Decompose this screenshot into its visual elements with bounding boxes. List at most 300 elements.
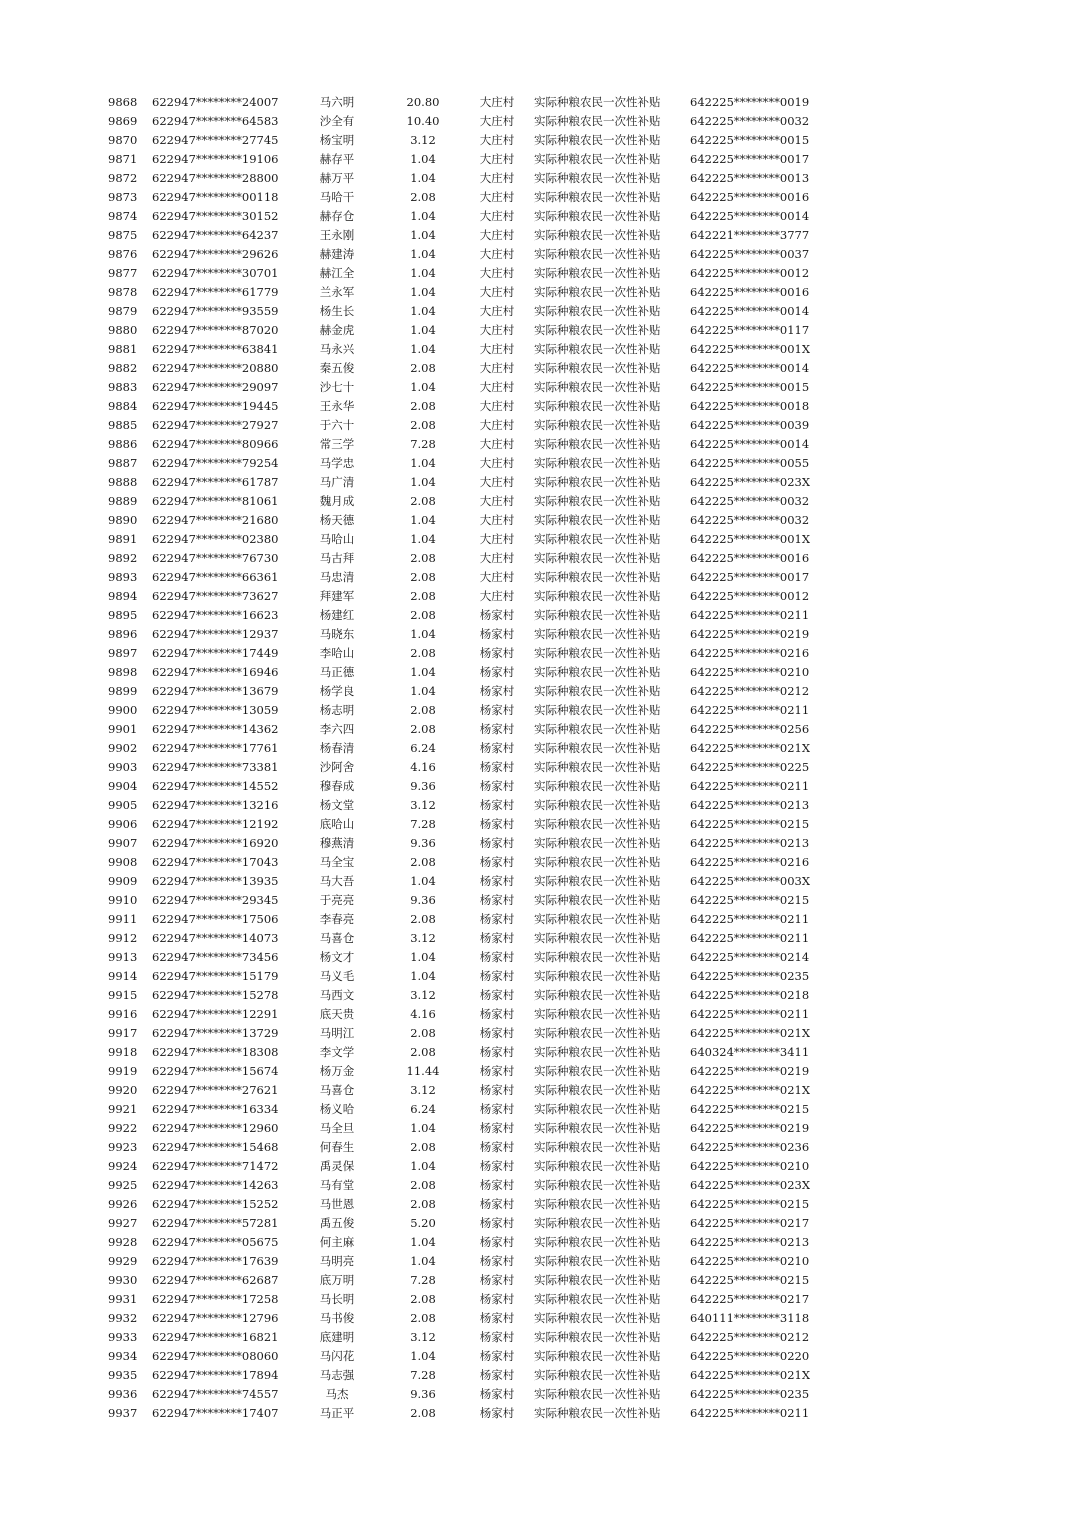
village: 大庄村	[479, 266, 515, 280]
bank-account: 622947********14263	[152, 1178, 279, 1192]
id-number: 642225********0235	[690, 1387, 810, 1401]
recipient-name: 李文学	[319, 1045, 355, 1059]
recipient-name: 禹五俊	[319, 1216, 355, 1230]
id-number: 642225********001X	[690, 532, 811, 546]
subsidy-type: 实际种粮农民一次性补贴	[534, 1311, 661, 1325]
recipient-name: 赫存仓	[319, 209, 355, 223]
id-number: 642225********0211	[690, 912, 810, 926]
id-number: 642225********0019	[690, 95, 810, 109]
subsidy-type: 实际种粮农民一次性补贴	[534, 855, 661, 869]
id-number: 642225********0210	[690, 665, 810, 679]
subsidy-type: 实际种粮农民一次性补贴	[534, 342, 661, 356]
subsidy-type: 实际种粮农民一次性补贴	[534, 1387, 661, 1401]
id-number: 642225********0013	[690, 171, 810, 185]
id-number: 640111********3118	[690, 1311, 810, 1325]
subsidy-type: 实际种粮农民一次性补贴	[534, 1235, 661, 1249]
table-row	[0, 549, 1074, 568]
serial-number: 9917	[108, 1026, 138, 1040]
id-number: 642225********0016	[690, 190, 810, 204]
bank-account: 622947********14362	[152, 722, 279, 736]
subsidy-amount: 1.04	[410, 456, 436, 470]
bank-account: 622947********16623	[152, 608, 279, 622]
bank-account: 622947********16946	[152, 665, 279, 679]
recipient-name: 马广清	[319, 475, 355, 489]
table-row	[0, 131, 1074, 150]
table-row	[0, 1081, 1074, 1100]
village: 杨家村	[479, 1007, 515, 1021]
subsidy-type: 实际种粮农民一次性补贴	[534, 323, 661, 337]
subsidy-type: 实际种粮农民一次性补贴	[534, 589, 661, 603]
subsidy-amount: 2.08	[410, 494, 436, 508]
id-number: 642225********021X	[690, 741, 811, 755]
village: 杨家村	[479, 1387, 515, 1401]
bank-account: 622947********29345	[152, 893, 279, 907]
id-number: 642225********023X	[690, 475, 811, 489]
village: 杨家村	[479, 1216, 515, 1230]
id-number: 642225********0012	[690, 589, 810, 603]
id-number: 642225********0016	[690, 551, 810, 565]
subsidy-amount: 20.80	[406, 95, 440, 109]
serial-number: 9916	[108, 1007, 138, 1021]
village: 大庄村	[479, 247, 515, 261]
bank-account: 622947********08060	[152, 1349, 279, 1363]
table-row	[0, 853, 1074, 872]
recipient-name: 李哈山	[319, 646, 355, 660]
bank-account: 622947********27745	[152, 133, 279, 147]
subsidy-type: 实际种粮农民一次性补贴	[534, 1140, 661, 1154]
bank-account: 622947********17043	[152, 855, 279, 869]
table-row	[0, 1138, 1074, 1157]
bank-account: 622947********14552	[152, 779, 279, 793]
id-number: 642225********0212	[690, 684, 810, 698]
serial-number: 9891	[108, 532, 138, 546]
recipient-name: 赫万平	[319, 171, 355, 185]
serial-number: 9910	[108, 893, 138, 907]
id-number: 642225********0225	[690, 760, 810, 774]
recipient-name: 马有堂	[319, 1178, 355, 1192]
table-row	[0, 1100, 1074, 1119]
recipient-name: 杨志明	[319, 703, 355, 717]
subsidy-type: 实际种粮农民一次性补贴	[534, 1292, 661, 1306]
table-row	[0, 207, 1074, 226]
bank-account: 622947********29097	[152, 380, 279, 394]
village: 杨家村	[479, 912, 515, 926]
table-row	[0, 739, 1074, 758]
recipient-name: 杨万金	[319, 1064, 355, 1078]
bank-account: 622947********79254	[152, 456, 279, 470]
bank-account: 622947********73627	[152, 589, 279, 603]
table-row	[0, 1252, 1074, 1271]
subsidy-type: 实际种粮农民一次性补贴	[534, 1083, 661, 1097]
village: 大庄村	[479, 342, 515, 356]
serial-number: 9906	[108, 817, 138, 831]
subsidy-table	[0, 93, 1074, 1423]
village: 杨家村	[479, 1064, 515, 1078]
subsidy-type: 实际种粮农民一次性补贴	[534, 988, 661, 1002]
id-number: 642225********0117	[690, 323, 810, 337]
subsidy-type: 实际种粮农民一次性补贴	[534, 1178, 661, 1192]
id-number: 642225********0215	[690, 1273, 810, 1287]
subsidy-amount: 1.04	[410, 342, 436, 356]
subsidy-amount: 9.36	[410, 893, 436, 907]
bank-account: 622947********15468	[152, 1140, 279, 1154]
recipient-name: 杨生长	[319, 304, 355, 318]
village: 大庄村	[479, 475, 515, 489]
subsidy-type: 实际种粮农民一次性补贴	[534, 190, 661, 204]
bank-account: 622947********30152	[152, 209, 279, 223]
serial-number: 9905	[108, 798, 138, 812]
table-row	[0, 302, 1074, 321]
id-number: 642225********0032	[690, 494, 810, 508]
bank-account: 622947********12192	[152, 817, 279, 831]
id-number: 642225********0213	[690, 1235, 810, 1249]
id-number: 642225********0211	[690, 931, 810, 945]
bank-account: 622947********17761	[152, 741, 279, 755]
recipient-name: 马长明	[319, 1292, 355, 1306]
recipient-name: 底建明	[319, 1330, 355, 1344]
recipient-name: 穆春成	[319, 779, 355, 793]
village: 大庄村	[479, 513, 515, 527]
subsidy-amount: 1.04	[410, 209, 436, 223]
serial-number: 9887	[108, 456, 138, 470]
subsidy-amount: 7.28	[410, 1273, 436, 1287]
recipient-name: 马明江	[319, 1026, 355, 1040]
id-number: 642225********0213	[690, 836, 810, 850]
bank-account: 622947********30701	[152, 266, 279, 280]
subsidy-type: 实际种粮农民一次性补贴	[534, 513, 661, 527]
serial-number: 9926	[108, 1197, 138, 1211]
subsidy-amount: 1.04	[410, 1254, 436, 1268]
serial-number: 9915	[108, 988, 138, 1002]
table-row	[0, 1195, 1074, 1214]
subsidy-amount: 3.12	[410, 931, 436, 945]
id-number: 642225********0220	[690, 1349, 810, 1363]
table-row	[0, 682, 1074, 701]
recipient-name: 底万明	[319, 1273, 355, 1287]
subsidy-type: 实际种粮农民一次性补贴	[534, 1254, 661, 1268]
bank-account: 622947********73456	[152, 950, 279, 964]
village: 杨家村	[479, 1140, 515, 1154]
id-number: 642225********0236	[690, 1140, 810, 1154]
recipient-name: 沙七十	[319, 380, 355, 394]
village: 大庄村	[479, 380, 515, 394]
subsidy-amount: 1.04	[410, 247, 436, 261]
id-number: 642225********0016	[690, 285, 810, 299]
recipient-name: 穆燕清	[319, 836, 355, 850]
subsidy-type: 实际种粮农民一次性补贴	[534, 1045, 661, 1059]
subsidy-amount: 2.08	[410, 703, 436, 717]
serial-number: 9907	[108, 836, 138, 850]
subsidy-type: 实际种粮农民一次性补贴	[534, 418, 661, 432]
subsidy-amount: 1.04	[410, 304, 436, 318]
bank-account: 622947********17258	[152, 1292, 279, 1306]
bank-account: 622947********66361	[152, 570, 279, 584]
table-row	[0, 473, 1074, 492]
serial-number: 9911	[108, 912, 138, 926]
id-number: 642225********0014	[690, 437, 810, 451]
recipient-name: 李六四	[319, 722, 355, 736]
recipient-name: 杨宝明	[319, 133, 355, 147]
subsidy-amount: 1.04	[410, 323, 436, 337]
table-row	[0, 568, 1074, 587]
table-row	[0, 1024, 1074, 1043]
subsidy-amount: 2.08	[410, 722, 436, 736]
subsidy-type: 实际种粮农民一次性补贴	[534, 551, 661, 565]
subsidy-type: 实际种粮农民一次性补贴	[534, 475, 661, 489]
table-row	[0, 796, 1074, 815]
recipient-name: 杨学良	[319, 684, 355, 698]
village: 大庄村	[479, 456, 515, 470]
recipient-name: 马哈山	[319, 532, 355, 546]
subsidy-amount: 2.08	[410, 399, 436, 413]
table-row	[0, 1043, 1074, 1062]
subsidy-amount: 7.28	[410, 437, 436, 451]
bank-account: 622947********80966	[152, 437, 279, 451]
table-row	[0, 378, 1074, 397]
serial-number: 9871	[108, 152, 138, 166]
village: 杨家村	[479, 665, 515, 679]
bank-account: 622947********05675	[152, 1235, 279, 1249]
subsidy-type: 实际种粮农民一次性补贴	[534, 646, 661, 660]
subsidy-amount: 1.04	[410, 665, 436, 679]
bank-account: 622947********13216	[152, 798, 279, 812]
subsidy-type: 实际种粮农民一次性补贴	[534, 171, 661, 185]
recipient-name: 何主麻	[319, 1235, 355, 1249]
table-row	[0, 758, 1074, 777]
subsidy-amount: 1.04	[410, 627, 436, 641]
bank-account: 622947********62687	[152, 1273, 279, 1287]
table-row	[0, 644, 1074, 663]
subsidy-amount: 1.04	[410, 152, 436, 166]
village: 杨家村	[479, 1273, 515, 1287]
subsidy-amount: 1.04	[410, 513, 436, 527]
subsidy-amount: 1.04	[410, 266, 436, 280]
subsidy-type: 实际种粮农民一次性补贴	[534, 1159, 661, 1173]
subsidy-type: 实际种粮农民一次性补贴	[534, 494, 661, 508]
serial-number: 9868	[108, 95, 138, 109]
recipient-name: 魏月成	[319, 494, 355, 508]
village: 大庄村	[479, 114, 515, 128]
serial-number: 9884	[108, 399, 138, 413]
village: 杨家村	[479, 1235, 515, 1249]
village: 杨家村	[479, 798, 515, 812]
table-row	[0, 1119, 1074, 1138]
subsidy-amount: 1.04	[410, 950, 436, 964]
table-row	[0, 530, 1074, 549]
village: 大庄村	[479, 589, 515, 603]
id-number: 642225********0211	[690, 1406, 810, 1420]
serial-number: 9903	[108, 760, 138, 774]
serial-number: 9931	[108, 1292, 138, 1306]
recipient-name: 马正德	[319, 665, 355, 679]
subsidy-type: 实际种粮农民一次性补贴	[534, 114, 661, 128]
serial-number: 9890	[108, 513, 138, 527]
bank-account: 622947********18308	[152, 1045, 279, 1059]
recipient-name: 王永华	[319, 399, 355, 413]
village: 大庄村	[479, 152, 515, 166]
table-row	[0, 606, 1074, 625]
bank-account: 622947********27927	[152, 418, 279, 432]
bank-account: 622947********57281	[152, 1216, 279, 1230]
table-row	[0, 891, 1074, 910]
subsidy-type: 实际种粮农民一次性补贴	[534, 247, 661, 261]
serial-number: 9881	[108, 342, 138, 356]
serial-number: 9897	[108, 646, 138, 660]
bank-account: 622947********61787	[152, 475, 279, 489]
village: 杨家村	[479, 646, 515, 660]
subsidy-amount: 1.04	[410, 475, 436, 489]
subsidy-type: 实际种粮农民一次性补贴	[534, 1197, 661, 1211]
id-number: 642225********0032	[690, 114, 810, 128]
id-number: 642225********0014	[690, 361, 810, 375]
id-number: 642225********0216	[690, 855, 810, 869]
subsidy-type: 实际种粮农民一次性补贴	[534, 437, 661, 451]
recipient-name: 常三学	[319, 437, 355, 451]
subsidy-type: 实际种粮农民一次性补贴	[534, 703, 661, 717]
village: 杨家村	[479, 684, 515, 698]
subsidy-amount: 9.36	[410, 779, 436, 793]
recipient-name: 禹灵保	[319, 1159, 355, 1173]
subsidy-type: 实际种粮农民一次性补贴	[534, 152, 661, 166]
village: 杨家村	[479, 703, 515, 717]
bank-account: 622947********14073	[152, 931, 279, 945]
bank-account: 622947********17506	[152, 912, 279, 926]
village: 杨家村	[479, 950, 515, 964]
subsidy-type: 实际种粮农民一次性补贴	[534, 798, 661, 812]
serial-number: 9923	[108, 1140, 138, 1154]
subsidy-amount: 2.08	[410, 1292, 436, 1306]
village: 杨家村	[479, 1197, 515, 1211]
subsidy-type: 实际种粮农民一次性补贴	[534, 893, 661, 907]
subsidy-amount: 1.04	[410, 228, 436, 242]
serial-number: 9937	[108, 1406, 138, 1420]
id-number: 642225********0256	[690, 722, 810, 736]
serial-number: 9895	[108, 608, 138, 622]
village: 杨家村	[479, 1406, 515, 1420]
bank-account: 622947********12796	[152, 1311, 279, 1325]
table-row	[0, 587, 1074, 606]
village: 杨家村	[479, 1349, 515, 1363]
recipient-name: 杨建红	[319, 608, 355, 622]
id-number: 642225********0014	[690, 209, 810, 223]
serial-number: 9930	[108, 1273, 138, 1287]
subsidy-amount: 2.08	[410, 608, 436, 622]
bank-account: 622947********19106	[152, 152, 279, 166]
village: 大庄村	[479, 209, 515, 223]
subsidy-type: 实际种粮农民一次性补贴	[534, 133, 661, 147]
serial-number: 9876	[108, 247, 138, 261]
bank-account: 622947********15179	[152, 969, 279, 983]
table-row	[0, 93, 1074, 112]
bank-account: 622947********16920	[152, 836, 279, 850]
village: 杨家村	[479, 1102, 515, 1116]
serial-number: 9894	[108, 589, 138, 603]
id-number: 642225********0210	[690, 1159, 810, 1173]
id-number: 642225********0017	[690, 152, 810, 166]
recipient-name: 赫江全	[319, 266, 355, 280]
subsidy-amount: 2.08	[410, 1140, 436, 1154]
bank-account: 622947********17639	[152, 1254, 279, 1268]
id-number: 642225********0037	[690, 247, 810, 261]
id-number: 642225********0215	[690, 1102, 810, 1116]
serial-number: 9877	[108, 266, 138, 280]
subsidy-amount: 2.08	[410, 646, 436, 660]
bank-account: 622947********12960	[152, 1121, 279, 1135]
subsidy-type: 实际种粮农民一次性补贴	[534, 627, 661, 641]
serial-number: 9873	[108, 190, 138, 204]
subsidy-amount: 1.04	[410, 532, 436, 546]
id-number: 642225********021X	[690, 1083, 811, 1097]
bank-account: 622947********87020	[152, 323, 279, 337]
serial-number: 9900	[108, 703, 138, 717]
serial-number: 9885	[108, 418, 138, 432]
village: 大庄村	[479, 228, 515, 242]
subsidy-type: 实际种粮农民一次性补贴	[534, 836, 661, 850]
id-number: 642225********0212	[690, 1330, 810, 1344]
subsidy-type: 实际种粮农民一次性补贴	[534, 361, 661, 375]
table-row	[0, 435, 1074, 454]
bank-account: 622947********17407	[152, 1406, 279, 1420]
village: 大庄村	[479, 171, 515, 185]
subsidy-type: 实际种粮农民一次性补贴	[534, 1368, 661, 1382]
village: 杨家村	[479, 969, 515, 983]
village: 杨家村	[479, 627, 515, 641]
table-row	[0, 1328, 1074, 1347]
id-number: 642225********023X	[690, 1178, 811, 1192]
serial-number: 9920	[108, 1083, 138, 1097]
table-row	[0, 454, 1074, 473]
id-number: 642225********0014	[690, 304, 810, 318]
subsidy-amount: 3.12	[410, 133, 436, 147]
table-row	[0, 1157, 1074, 1176]
subsidy-type: 实际种粮农民一次性补贴	[534, 456, 661, 470]
subsidy-type: 实际种粮农民一次性补贴	[534, 741, 661, 755]
subsidy-type: 实际种粮农民一次性补贴	[534, 532, 661, 546]
village: 杨家村	[479, 1292, 515, 1306]
subsidy-amount: 1.04	[410, 874, 436, 888]
bank-account: 622947********13679	[152, 684, 279, 698]
serial-number: 9874	[108, 209, 138, 223]
subsidy-amount: 7.28	[410, 817, 436, 831]
subsidy-amount: 2.08	[410, 1406, 436, 1420]
serial-number: 9904	[108, 779, 138, 793]
id-number: 642225********0219	[690, 1121, 810, 1135]
subsidy-type: 实际种粮农民一次性补贴	[534, 665, 661, 679]
table-row	[0, 283, 1074, 302]
id-number: 642225********0210	[690, 1254, 810, 1268]
table-row	[0, 701, 1074, 720]
id-number: 642225********0215	[690, 893, 810, 907]
village: 杨家村	[479, 779, 515, 793]
village: 杨家村	[479, 1026, 515, 1040]
id-number: 642225********021X	[690, 1368, 811, 1382]
subsidy-type: 实际种粮农民一次性补贴	[534, 285, 661, 299]
subsidy-type: 实际种粮农民一次性补贴	[534, 1064, 661, 1078]
recipient-name: 于亮亮	[319, 893, 355, 907]
id-number: 640324********3411	[690, 1045, 810, 1059]
serial-number: 9914	[108, 969, 138, 983]
subsidy-type: 实际种粮农民一次性补贴	[534, 722, 661, 736]
serial-number: 9927	[108, 1216, 138, 1230]
recipient-name: 拜建军	[319, 589, 355, 603]
serial-number: 9899	[108, 684, 138, 698]
serial-number: 9922	[108, 1121, 138, 1135]
recipient-name: 杨义哈	[319, 1102, 355, 1116]
recipient-name: 马大吾	[319, 874, 355, 888]
serial-number: 9909	[108, 874, 138, 888]
village: 大庄村	[479, 437, 515, 451]
serial-number: 9870	[108, 133, 138, 147]
